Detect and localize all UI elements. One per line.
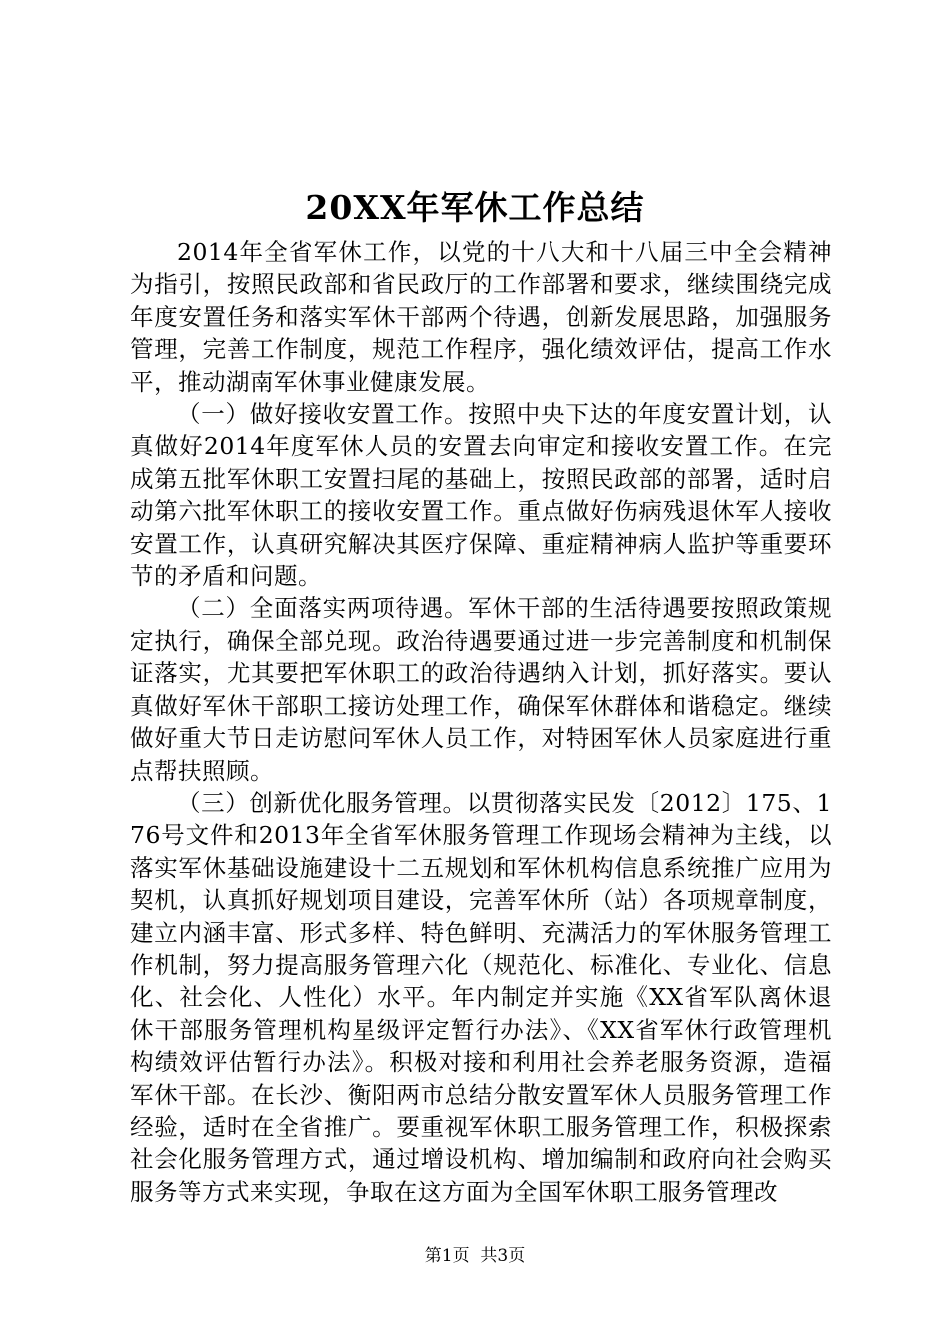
page-number: 第1页 共3页 [424, 1246, 526, 1266]
paragraph-section-2: （二）全面落实两项待遇。军休干部的生活待遇要按照政策规定执行，确保全部兑现。政治待遇要通过进一步完善制度和机制保证落实，尤其要把军休职工的政治待遇纳入计划，抓好落实。要认真做好军休干部职工接访处理工作，确保军休群体和谐稳定。继续做好重大节日走访慰问军休人员工作，对特困军休人员家庭进行重点帮扶照顾。 [130, 594, 832, 785]
page-footer [0, 1244, 950, 1268]
paragraph-section-3: （三）创新优化服务管理。以贯彻落实民发〔2012〕175、176号文件和2013年全省军休服务管理工作现场会精神为主线，以落实军休基础设施建设十二五规划和军休机构信息系统推广应用为契机，认真抓好规划项目建设，完善军休所（站）各项规章制度，建立内涵丰富、形式多样、特色鲜明、充满活力的军休服务管理工作机制，努力提高服务管理六化（规范化、标准化、专业化、信息化、社会化、人性化）水平。年内制定并实施《XX省军队离休退休干部服务管理机构星级评定暂行办法》、《XX省军休行政管理机构绩效评估暂行办法》。积极对接和利用社会养老服务资源，造福军休干部。在长沙、衡阳两市总结分散安置军休人员服务管理工作经验，适时在全省推广。要重视军休职工服务管理工作，积极探索社会化服务管理方式，通过增设机构、增加编制和政府向社会购买服务等方式来实现，争取在这方面为全国军休职工服务管理改 [130, 788, 832, 1206]
paragraph-section-1: （一）做好接收安置工作。按照中央下达的年度安置计划，认真做好2014年度军休人员的安置去向审定和接收安置工作。在完成第五批军休职工安置扫尾的基础上，按照民政部的部署，适时启动第六批军休职工的接收安置工作。重点做好伤病残退休军人接收安置工作，认真研究解决其医疗保障、重症精神病人监护等重要环节的矛盾和问题。 [130, 400, 832, 591]
document-body [130, 236, 832, 1208]
document-title: 20XX年军休工作总结 [305, 188, 645, 227]
paragraph-intro: 2014年全省军休工作，以党的十八大和十八届三中全会精神为指引，按照民政部和省民政厅的工作部署和要求，继续围绕完成年度安置任务和落实军休干部两个待遇，创新发展思路，加强服务管理，完善工作制度，规范工作程序，强化绩效评估，提高工作水平，推动湖南军休事业健康发展。 [130, 238, 832, 396]
